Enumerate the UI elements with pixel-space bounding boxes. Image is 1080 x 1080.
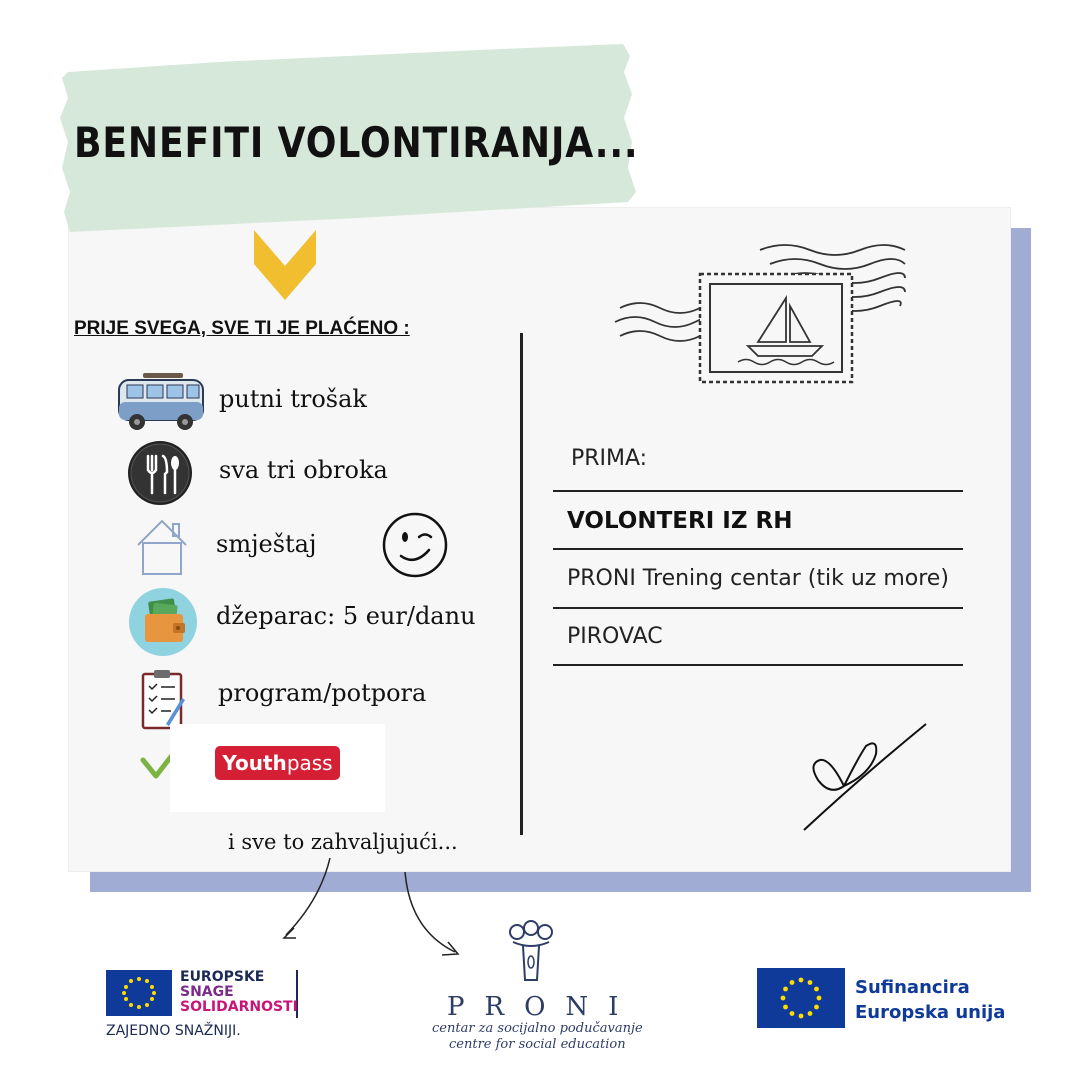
address-city: PIROVAC — [567, 624, 663, 649]
benefit-label: sva tri obroka — [219, 456, 388, 484]
esc-name: EUROPSKE SNAGE SOLIDARNOSTI — [180, 969, 298, 1015]
address-line — [553, 607, 963, 609]
address-line — [553, 664, 963, 666]
stamp-icon — [610, 236, 910, 396]
arrows-icon — [270, 850, 470, 970]
chevron-down-icon — [254, 230, 316, 300]
house-icon — [135, 518, 189, 576]
benefit-label: program/potpora — [218, 679, 427, 707]
wallet-icon — [129, 588, 197, 656]
benefit-label: putni trošak — [219, 385, 367, 413]
clipboard-icon — [140, 668, 186, 730]
address-line — [553, 548, 963, 550]
eu-flag-icon — [106, 970, 172, 1016]
thanks-text: i sve to zahvaljujući... — [228, 830, 458, 854]
youthpass-logo: Youthpass — [215, 746, 340, 780]
cutlery-icon — [127, 440, 193, 506]
benefit-item — [140, 668, 186, 730]
benefit-item — [129, 588, 197, 656]
benefit-item — [127, 440, 193, 506]
esc-tagline: ZAJEDNO SNAŽNIJI. — [106, 1023, 241, 1039]
benefit-item — [113, 372, 205, 432]
benefit-label: smještaj — [216, 530, 317, 558]
proni-name: PRONI — [447, 992, 639, 1022]
address-label: PRIMA: — [571, 446, 648, 471]
van-icon — [113, 372, 205, 432]
address-line — [553, 490, 963, 492]
address-recipient: VOLONTERI IZ RH — [567, 508, 793, 534]
winking-face-icon — [381, 512, 449, 578]
benefit-label: džeparac: 5 eur/danu — [216, 602, 476, 630]
eu-flag-icon — [757, 968, 845, 1028]
proni-figure-icon — [505, 920, 557, 984]
postcard-divider — [520, 333, 523, 835]
heart-doodle-icon — [800, 718, 930, 834]
proni-subtitle-hr: centar za socijalno podučavanje — [432, 1021, 643, 1036]
benefits-heading: PRIJE SVEGA, SVE TI JE PLAĆENO : — [74, 318, 410, 339]
page-title: BENEFITI VOLONTIRANJA... — [74, 118, 639, 167]
eu-cofunded-text: Sufinancira Europska unija — [855, 977, 1006, 1023]
benefit-item — [135, 518, 189, 576]
proni-subtitle-en: centre for social education — [449, 1037, 626, 1052]
address-place: PRONI Trening centar (tik uz more) — [567, 566, 949, 591]
